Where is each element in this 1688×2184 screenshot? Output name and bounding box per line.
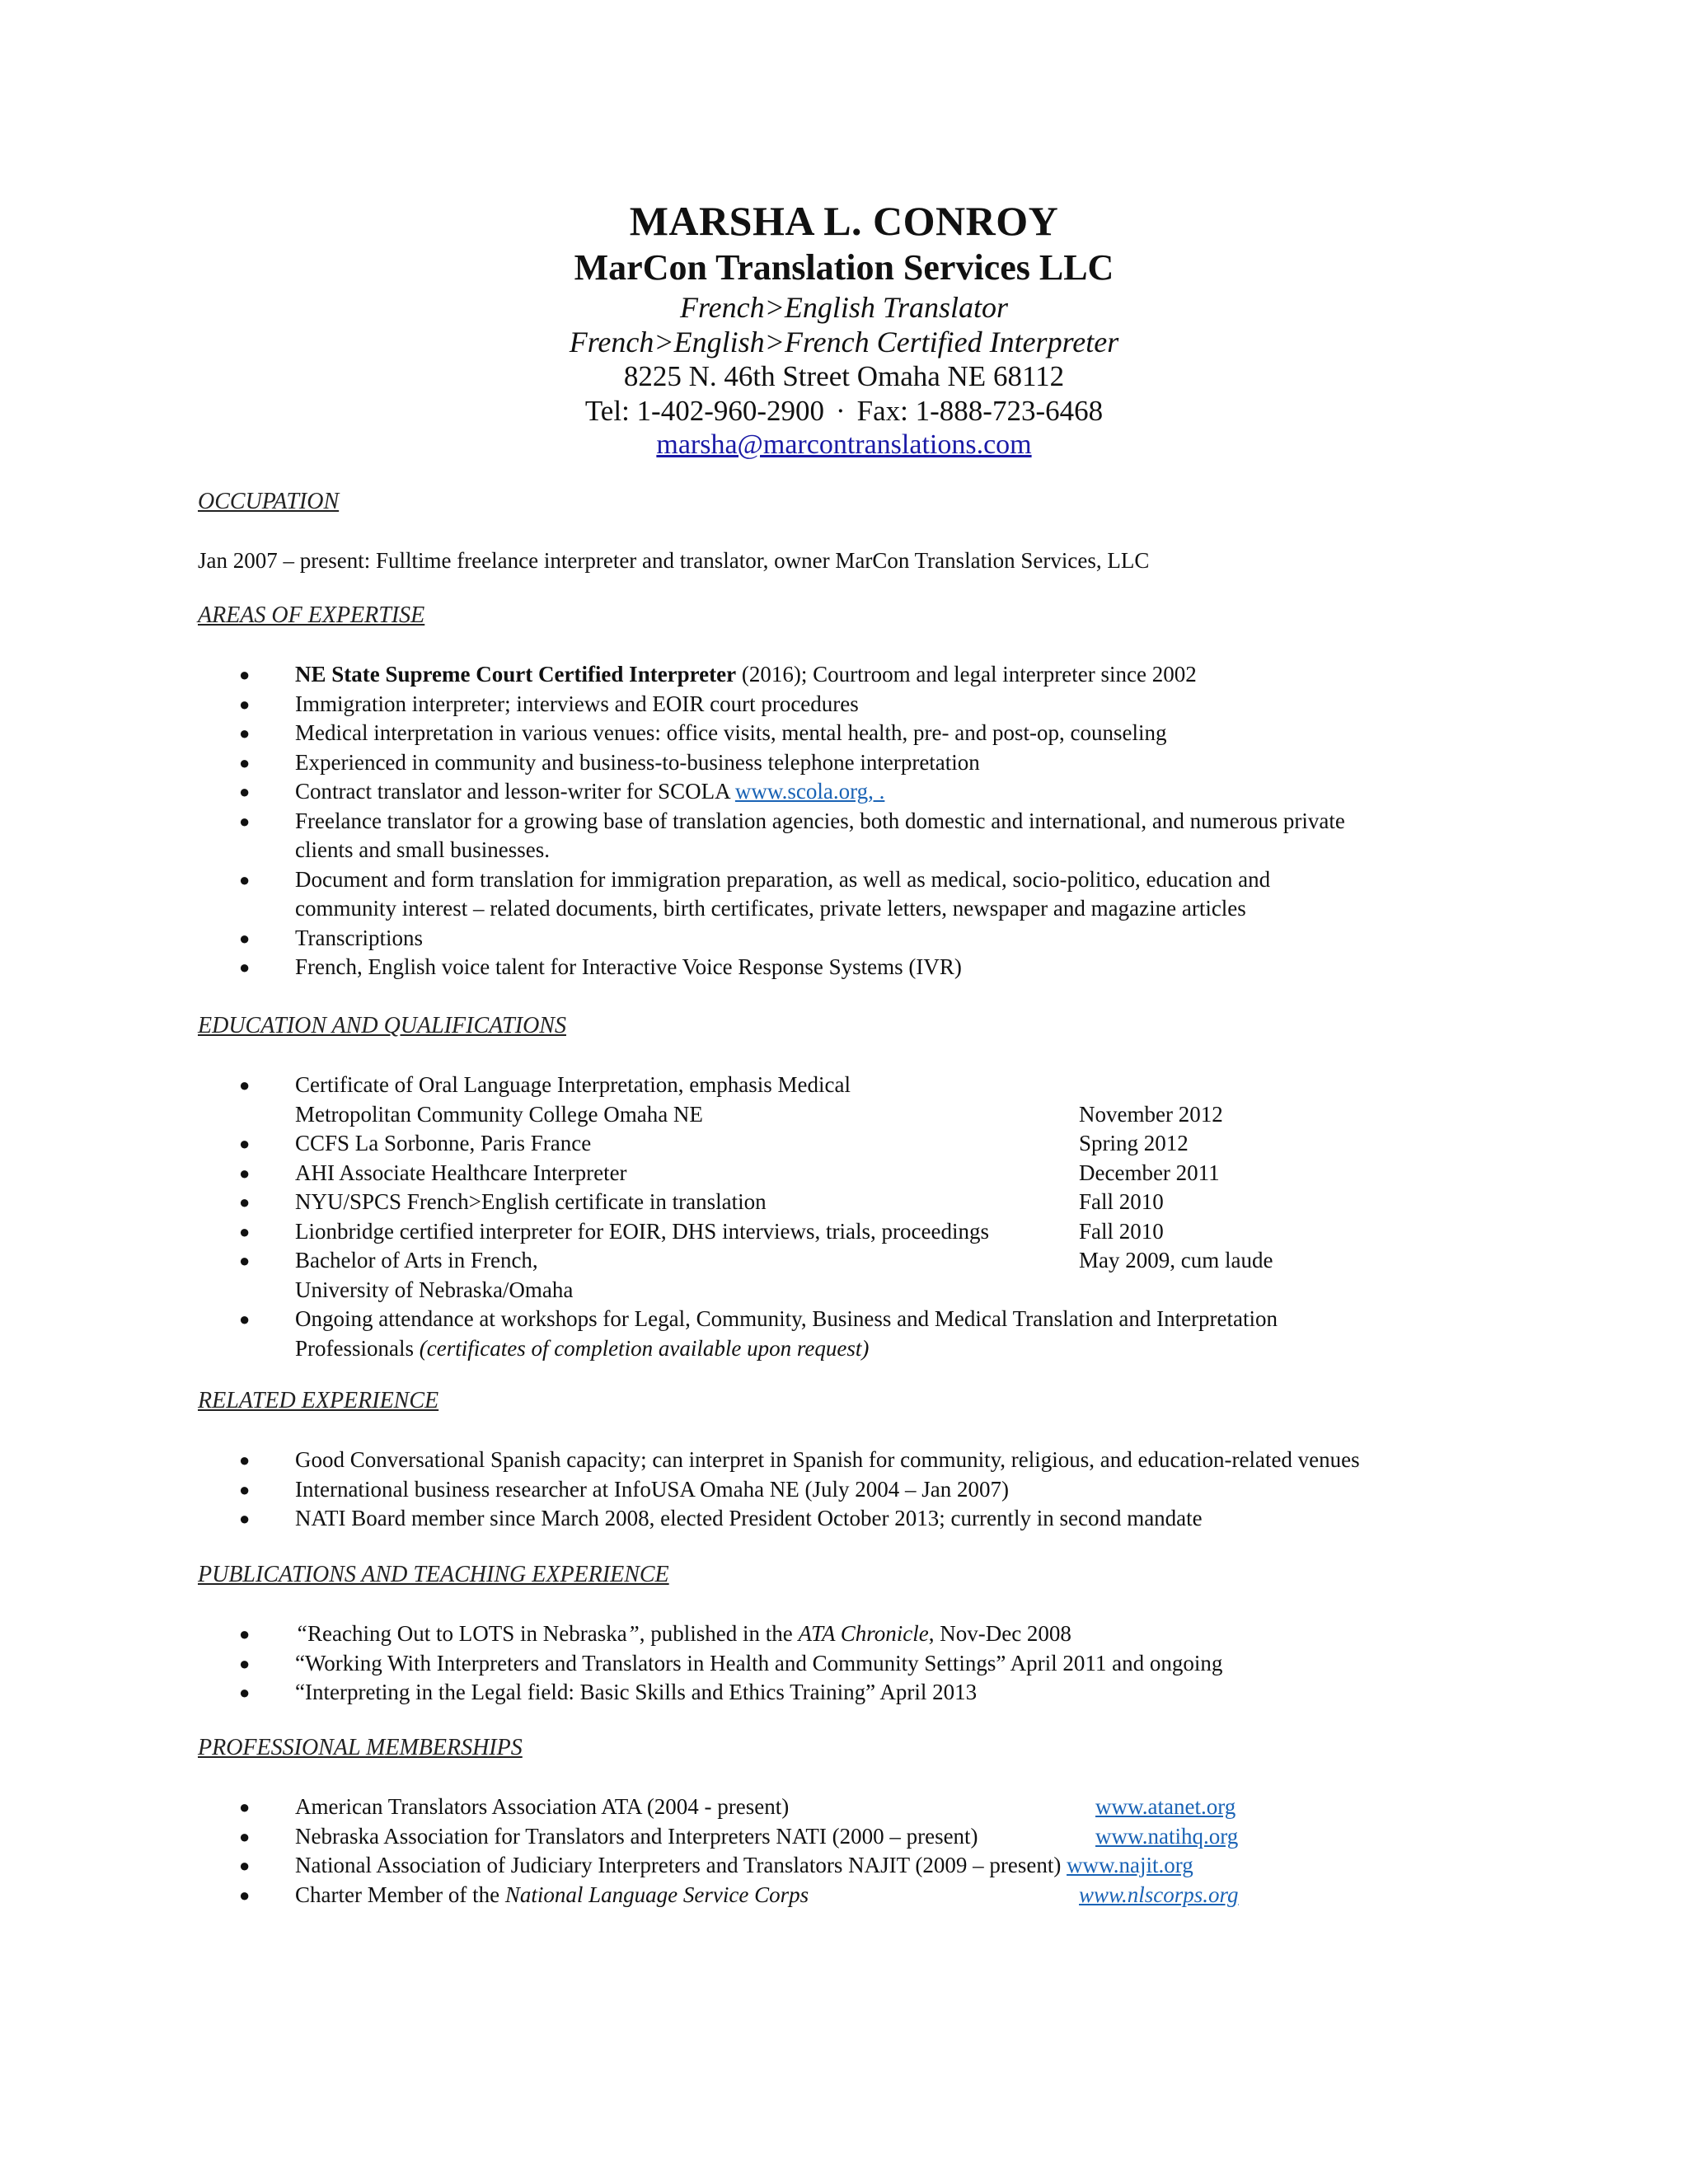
list-item [198, 1649, 1508, 1679]
item-text: NYU/SPCS French>English certificate in translation [295, 1189, 767, 1214]
bullet-icon: ● [239, 1309, 251, 1329]
bullet-icon: ● [239, 1221, 251, 1242]
item-date: December 2011 [1079, 1160, 1220, 1185]
bullet-icon: ● [239, 752, 251, 773]
bullet-icon: ● [239, 1162, 251, 1183]
bullet-icon: ● [239, 1682, 251, 1703]
bullet-icon: ● [239, 927, 251, 949]
item-text: Immigration interpreter; interviews and EOIR court procedures [295, 691, 859, 716]
bullet-icon: ● [239, 810, 251, 832]
atanet-link[interactable]: www.atanet.org [1095, 1794, 1236, 1819]
item-text: Nebraska Association for Translators and Interpreters NATI (2000 – present) [295, 1823, 978, 1849]
item-italic-text: ATA Chronicle [798, 1621, 929, 1646]
list-item [198, 1071, 1508, 1129]
list-item [198, 1217, 1508, 1247]
memberships-list [198, 1793, 1508, 1910]
list-item [198, 1881, 1508, 1910]
education-list [198, 1071, 1508, 1363]
bullet-icon: ● [239, 1075, 251, 1095]
item-text: National Association of Judiciary Interpreters and Translators NAJIT (2009 – present) [295, 1853, 1062, 1877]
list-item [198, 1504, 1508, 1534]
item-text: (2016); Courtroom and legal interpreter since 2002 [736, 662, 1197, 687]
item-text: Freelance translator for a growing base of translation agencies, both domestic and international, and numerous private [295, 808, 1345, 833]
list-item [198, 1305, 1508, 1363]
address: 8225 N. 46th Street Omaha NE 68112 [623, 360, 1065, 392]
item-text: “Working With Interpreters and Translators in Health and Community Settings” April 2011 and ongoing [295, 1650, 1223, 1675]
list-item [198, 1678, 1508, 1708]
bullet-icon: ● [239, 1825, 251, 1847]
bullet-icon: ● [239, 693, 251, 715]
bullet-icon: ● [239, 1133, 251, 1154]
bullet-icon: ● [239, 723, 251, 743]
item-text: Reaching Out to LOTS in Nebraska [307, 1621, 627, 1646]
email-link[interactable]: marsha@marcontranslations.com [656, 429, 1032, 460]
bullet-icon: ● [239, 1652, 251, 1674]
item-text: Bachelor of Arts in French, [295, 1248, 538, 1272]
item-text: International business researcher at InfoUSA Omaha NE (July 2004 – Jan 2007) [295, 1476, 1010, 1502]
item-text: American Translators Association ATA (2004 - present) [295, 1794, 790, 1819]
list-item [198, 1446, 1508, 1475]
item-text: Certificate of Oral Language Interpretation, emphasis Medical [295, 1072, 851, 1097]
item-bold-text: NE State Supreme Court Certified Interpreter [295, 662, 737, 687]
education-heading: EDUCATION AND QUALIFICATIONS [198, 1013, 566, 1038]
item-text-continued: Metropolitan Community College Omaha NE [295, 1101, 703, 1127]
related-list [198, 1446, 1508, 1534]
memberships-heading: PROFESSIONAL MEMBERSHIPS [198, 1735, 523, 1760]
expertise-list [198, 660, 1508, 982]
najit-link[interactable]: www.najit.org [1067, 1853, 1193, 1877]
item-text: Experienced in community and business-to-business telephone interpretation [295, 749, 980, 775]
bullet-icon: ● [239, 869, 251, 890]
nlscorps-link[interactable]: www.nlscorps.org [1079, 1882, 1239, 1907]
item-date: Fall 2010 [1079, 1189, 1164, 1214]
occupation-heading: OCCUPATION [198, 489, 340, 514]
bullet-icon: ● [239, 1855, 251, 1876]
item-text-continued: clients and small businesses. [295, 837, 550, 862]
bullet-icon: ● [239, 781, 251, 802]
occupation-text: Jan 2007 – present: Fulltime freelance interpreter and translator, owner MarCon Translation Services, LLC [198, 548, 1150, 573]
item-text: , Nov-Dec 2008 [928, 1621, 1071, 1646]
item-date: Fall 2010 [1079, 1218, 1164, 1244]
list-item [198, 1129, 1508, 1159]
expertise-heading: AREAS OF EXPERTISE [198, 602, 425, 628]
item-text: Lionbridge certified interpreter for EOIR, DHS interviews, trials, proceedings [295, 1218, 989, 1244]
list-item [198, 660, 1508, 690]
company-name: MarCon Translation Services LLC [574, 247, 1114, 288]
list-item [198, 748, 1508, 778]
item-text: French, English voice talent for Interactive Voice Response Systems (IVR) [295, 954, 962, 979]
list-item [198, 1793, 1508, 1822]
quote-mark: ” [626, 1621, 640, 1646]
bullet-icon: ● [239, 1797, 251, 1817]
bullet-icon: ● [239, 664, 251, 685]
item-text: NATI Board member since March 2008, elected President October 2013; currently in second mandate [295, 1506, 1203, 1530]
separator-dot: · [836, 395, 846, 427]
quote-mark: “ [295, 1621, 308, 1646]
role-translator: French>English Translator [680, 291, 1008, 324]
list-item [198, 1188, 1508, 1217]
item-text-continued: University of Nebraska/Omaha [295, 1277, 574, 1302]
item-text: CCFS La Sorbonne, Paris France [295, 1131, 592, 1155]
item-text: , published in the [639, 1621, 799, 1646]
list-item [198, 1619, 1508, 1649]
item-text: Good Conversational Spanish capacity; can interpret in Spanish for community, religious, and education-related venues [295, 1447, 1360, 1472]
item-text: Transcriptions [295, 925, 424, 950]
list-item [198, 1246, 1508, 1305]
bullet-icon: ● [239, 1450, 251, 1470]
item-italic-text: National Language Service Corps [504, 1882, 809, 1907]
list-item [198, 924, 1508, 954]
fax: Fax: 1-888-723-6468 [856, 395, 1104, 427]
list-item [198, 1851, 1508, 1881]
bullet-icon: ● [239, 1192, 251, 1212]
bullet-icon: ● [239, 1250, 251, 1271]
item-date: Spring 2012 [1079, 1131, 1189, 1155]
bullet-icon: ● [239, 957, 251, 977]
bullet-icon: ● [239, 1884, 251, 1905]
item-text: Charter Member of the [295, 1882, 505, 1907]
publications-heading: PUBLICATIONS AND TEACHING EXPERIENCE [198, 1562, 669, 1587]
bullet-icon: ● [239, 1624, 251, 1644]
resume-header [0, 196, 1688, 462]
item-text: Ongoing attendance at workshops for Legal, Community, Business and Medical Translation and Interpretation [295, 1306, 1278, 1331]
item-text: Medical interpretation in various venues: office visits, mental health, pre- and post-op, counseling [295, 720, 1167, 745]
list-item [198, 865, 1508, 924]
contact-line [0, 394, 1688, 429]
list-item [198, 1822, 1508, 1852]
scola-link[interactable]: www.scola.org, . [734, 779, 885, 804]
telephone: Tel: 1-402-960-2900 [584, 395, 825, 427]
list-item [198, 953, 1508, 982]
list-item [198, 719, 1508, 748]
list-item [198, 690, 1508, 719]
item-text: Contract translator and lesson-writer for SCOLA [295, 779, 735, 804]
role-interpreter: French>English>French Certified Interpreter [569, 326, 1119, 359]
publications-list [198, 1619, 1508, 1708]
item-date: November 2012 [1079, 1101, 1223, 1127]
natihq-link[interactable]: www.natihq.org [1095, 1823, 1239, 1849]
list-item [198, 1159, 1508, 1188]
item-text-continued: Professionals [295, 1335, 420, 1361]
person-name: MARSHA L. CONROY [629, 198, 1059, 244]
item-date: May 2009, cum laude [1079, 1248, 1273, 1272]
related-heading: RELATED EXPERIENCE [198, 1388, 439, 1413]
item-italic-text: (certificates of completion available upon request) [419, 1335, 870, 1361]
list-item [198, 1475, 1508, 1505]
item-text: Document and form translation for immigration preparation, as well as medical, socio-politico, education and [295, 866, 1271, 892]
bullet-icon: ● [239, 1508, 251, 1529]
item-text-continued: community interest – related documents, birth certificates, private letters, newspaper and magazine articles [295, 896, 1246, 921]
list-item [198, 777, 1508, 807]
item-text: AHI Associate Healthcare Interpreter [295, 1160, 627, 1185]
item-text: “Interpreting in the Legal field: Basic Skills and Ethics Training” April 2013 [295, 1680, 978, 1704]
list-item [198, 807, 1508, 865]
bullet-icon: ● [239, 1479, 251, 1500]
